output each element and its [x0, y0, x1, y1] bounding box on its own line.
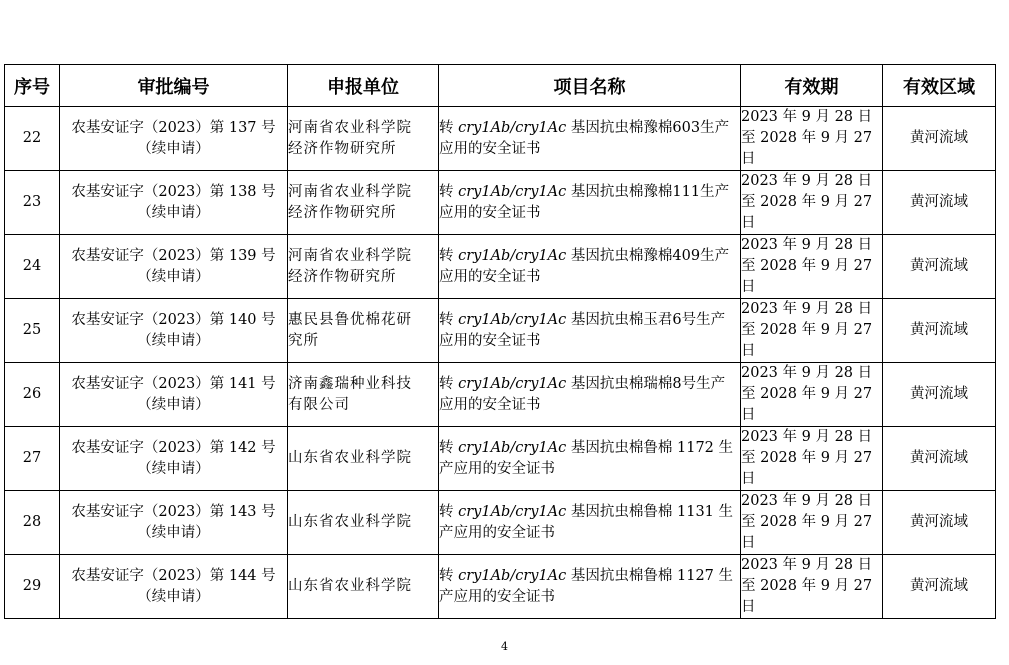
- project-line: [439, 566, 740, 587]
- cell-region: [883, 555, 996, 619]
- cell-region: [883, 299, 996, 363]
- unit-line: 经济作物研究所: [288, 140, 397, 157]
- cell-project: [439, 107, 741, 171]
- project-line: [439, 182, 740, 203]
- unit-line: 山东省农业科学院: [288, 514, 412, 530]
- project-text: 基因抗虫棉瑞棉8号生产: [566, 375, 726, 392]
- index-value: 26: [22, 386, 42, 402]
- unit-line: 济南鑫瑞种业科技: [288, 375, 412, 392]
- validity-line: 2023 年 9 月 28 日: [741, 301, 873, 317]
- table-body: [5, 107, 996, 619]
- cell-region: [883, 107, 996, 171]
- cell-approval-no: [60, 299, 288, 363]
- validity-line: 至 2028 年 9 月 27: [741, 514, 873, 530]
- project-prefix: 转: [439, 375, 459, 392]
- gene-name: cry1Ab/cry1Ac: [458, 375, 567, 392]
- cell-validity: [741, 363, 883, 427]
- approval-note: （续申请）: [137, 588, 210, 605]
- validity-line: 日: [741, 279, 756, 295]
- col-header-validity: 有效期: [741, 65, 883, 107]
- approval-number: 农基安证字（2023）第 137 号: [71, 119, 276, 136]
- region-value: 黄河流域: [910, 322, 968, 338]
- region-value: 黄河流域: [910, 130, 968, 146]
- cell-unit: [288, 555, 439, 619]
- approval-number: 农基安证字（2023）第 139 号: [71, 247, 276, 264]
- project-text: 基因抗虫棉豫棉409生产: [566, 247, 730, 264]
- unit-line: 山东省农业科学院: [288, 578, 412, 594]
- project-prefix: 转: [439, 183, 459, 200]
- cell-region: [883, 235, 996, 299]
- table-row: [5, 427, 996, 491]
- index-value: 27: [22, 450, 42, 466]
- unit-line: 经济作物研究所: [288, 268, 397, 285]
- table-row: [5, 171, 996, 235]
- gene-name: cry1Ab/cry1Ac: [458, 119, 567, 136]
- project-line: 应用的安全证书: [439, 204, 541, 221]
- validity-line: 2023 年 9 月 28 日: [741, 365, 873, 381]
- cell-approval-no: [60, 235, 288, 299]
- cell-approval-no: [60, 427, 288, 491]
- cell-index: [5, 555, 60, 619]
- cell-project: [439, 235, 741, 299]
- certificate-table: [4, 64, 996, 619]
- col-header-approval-no: 审批编号: [60, 65, 288, 107]
- gene-name: cry1Ab/cry1Ac: [458, 439, 567, 456]
- gene-name: cry1Ab/cry1Ac: [458, 247, 567, 264]
- table-row: [5, 107, 996, 171]
- project-prefix: 转: [439, 503, 459, 520]
- unit-line: 河南省农业科学院: [288, 247, 412, 264]
- col-header-index: 序号: [5, 65, 60, 107]
- col-header-project: 项目名称: [439, 65, 741, 107]
- cell-unit: [288, 363, 439, 427]
- project-text: 基因抗虫棉玉君6号生产: [566, 311, 726, 328]
- project-line: [439, 246, 740, 267]
- cell-region: [883, 427, 996, 491]
- index-value: 25: [22, 322, 42, 338]
- cell-unit: [288, 107, 439, 171]
- page-number: 4: [501, 640, 508, 653]
- validity-line: 日: [741, 151, 756, 167]
- unit-line: 经济作物研究所: [288, 204, 397, 221]
- cell-validity: [741, 107, 883, 171]
- cell-unit: [288, 171, 439, 235]
- index-value: 29: [22, 578, 42, 594]
- region-value: 黄河流域: [910, 578, 968, 594]
- validity-line: 日: [741, 599, 756, 615]
- project-line: 应用的安全证书: [439, 396, 541, 413]
- approval-note: （续申请）: [137, 524, 210, 541]
- region-value: 黄河流域: [910, 450, 968, 466]
- cell-index: [5, 491, 60, 555]
- approval-number: 农基安证字（2023）第 143 号: [71, 503, 276, 520]
- table-row: [5, 491, 996, 555]
- validity-line: 至 2028 年 9 月 27: [741, 578, 873, 594]
- cell-validity: [741, 491, 883, 555]
- project-prefix: 转: [439, 311, 459, 328]
- project-line: 应用的安全证书: [439, 268, 541, 285]
- cell-region: [883, 363, 996, 427]
- approval-note: （续申请）: [137, 140, 210, 157]
- validity-line: 2023 年 9 月 28 日: [741, 557, 873, 573]
- gene-name: cry1Ab/cry1Ac: [458, 567, 567, 584]
- table-row: [5, 299, 996, 363]
- gene-name: cry1Ab/cry1Ac: [458, 503, 567, 520]
- cell-unit: [288, 491, 439, 555]
- validity-line: 2023 年 9 月 28 日: [741, 173, 873, 189]
- index-value: 22: [22, 130, 42, 146]
- cell-index: [5, 299, 60, 363]
- project-prefix: 转: [439, 439, 459, 456]
- cell-index: [5, 363, 60, 427]
- project-line: 应用的安全证书: [439, 140, 541, 157]
- project-line: [439, 118, 740, 139]
- validity-line: 日: [741, 215, 756, 231]
- approval-number: 农基安证字（2023）第 142 号: [71, 439, 276, 456]
- cell-project: [439, 491, 741, 555]
- validity-line: 2023 年 9 月 28 日: [741, 237, 873, 253]
- project-line: [439, 374, 740, 395]
- approval-number: 农基安证字（2023）第 138 号: [71, 183, 276, 200]
- cell-project: [439, 363, 741, 427]
- validity-line: 至 2028 年 9 月 27: [741, 386, 873, 402]
- cell-approval-no: [60, 107, 288, 171]
- validity-line: 至 2028 年 9 月 27: [741, 322, 873, 338]
- approval-note: （续申请）: [137, 204, 210, 221]
- validity-line: 至 2028 年 9 月 27: [741, 258, 873, 274]
- unit-line: 河南省农业科学院: [288, 183, 412, 200]
- cell-project: [439, 171, 741, 235]
- region-value: 黄河流域: [910, 194, 968, 210]
- unit-line: 究所: [288, 332, 319, 349]
- cell-unit: [288, 427, 439, 491]
- project-prefix: 转: [439, 247, 459, 264]
- validity-line: 至 2028 年 9 月 27: [741, 450, 873, 466]
- cell-project: [439, 427, 741, 491]
- approval-note: （续申请）: [137, 396, 210, 413]
- unit-line: 河南省农业科学院: [288, 119, 412, 136]
- cell-region: [883, 491, 996, 555]
- project-text: 基因抗虫棉豫棉111生产: [566, 183, 730, 200]
- project-prefix: 转: [439, 567, 459, 584]
- unit-line: 有限公司: [288, 396, 350, 413]
- col-header-region: 有效区域: [883, 65, 996, 107]
- cell-approval-no: [60, 491, 288, 555]
- header-row: [5, 65, 996, 107]
- cell-unit: [288, 235, 439, 299]
- project-line: [439, 438, 740, 459]
- approval-note: （续申请）: [137, 460, 210, 477]
- cell-index: [5, 235, 60, 299]
- region-value: 黄河流域: [910, 258, 968, 274]
- cell-validity: [741, 235, 883, 299]
- validity-line: 2023 年 9 月 28 日: [741, 109, 873, 125]
- table-row: [5, 235, 996, 299]
- project-line: 应用的安全证书: [439, 332, 541, 349]
- cell-index: [5, 107, 60, 171]
- gene-name: cry1Ab/cry1Ac: [458, 183, 567, 200]
- cell-project: [439, 555, 741, 619]
- cell-approval-no: [60, 555, 288, 619]
- project-text: 基因抗虫棉鲁棉 1172 生: [566, 439, 734, 456]
- project-line: 产应用的安全证书: [439, 588, 555, 605]
- cell-validity: [741, 427, 883, 491]
- project-line: 产应用的安全证书: [439, 460, 555, 477]
- approval-number: 农基安证字（2023）第 144 号: [71, 567, 276, 584]
- validity-line: 日: [741, 471, 756, 487]
- cell-validity: [741, 299, 883, 363]
- index-value: 28: [22, 514, 42, 530]
- project-text: 基因抗虫棉鲁棉 1127 生: [566, 567, 734, 584]
- cell-approval-no: [60, 363, 288, 427]
- index-value: 24: [22, 258, 42, 274]
- cell-validity: [741, 171, 883, 235]
- validity-line: 日: [741, 407, 756, 423]
- cell-index: [5, 171, 60, 235]
- project-prefix: 转: [439, 119, 459, 136]
- cell-validity: [741, 555, 883, 619]
- unit-line: 惠民县鲁优棉花研: [288, 311, 412, 328]
- validity-line: 2023 年 9 月 28 日: [741, 429, 873, 445]
- cell-region: [883, 171, 996, 235]
- approval-number: 农基安证字（2023）第 140 号: [71, 311, 276, 328]
- index-value: 23: [22, 194, 42, 210]
- approval-note: （续申请）: [137, 268, 210, 285]
- table-row: [5, 555, 996, 619]
- cell-project: [439, 299, 741, 363]
- approval-number: 农基安证字（2023）第 141 号: [71, 375, 276, 392]
- gene-name: cry1Ab/cry1Ac: [458, 311, 567, 328]
- project-text: 基因抗虫棉鲁棉 1131 生: [566, 503, 734, 520]
- validity-line: 日: [741, 343, 756, 359]
- region-value: 黄河流域: [910, 386, 968, 402]
- unit-line: 山东省农业科学院: [288, 450, 412, 466]
- approval-note: （续申请）: [137, 332, 210, 349]
- cell-unit: [288, 299, 439, 363]
- validity-line: 2023 年 9 月 28 日: [741, 493, 873, 509]
- validity-line: 至 2028 年 9 月 27: [741, 194, 873, 210]
- project-text: 基因抗虫棉豫棉603生产: [566, 119, 730, 136]
- table-row: [5, 363, 996, 427]
- validity-line: 日: [741, 535, 756, 551]
- project-line: [439, 502, 740, 523]
- cell-index: [5, 427, 60, 491]
- project-line: 产应用的安全证书: [439, 524, 555, 541]
- project-line: [439, 310, 740, 331]
- region-value: 黄河流域: [910, 514, 968, 530]
- col-header-unit: 申报单位: [288, 65, 439, 107]
- cell-approval-no: [60, 171, 288, 235]
- validity-line: 至 2028 年 9 月 27: [741, 130, 873, 146]
